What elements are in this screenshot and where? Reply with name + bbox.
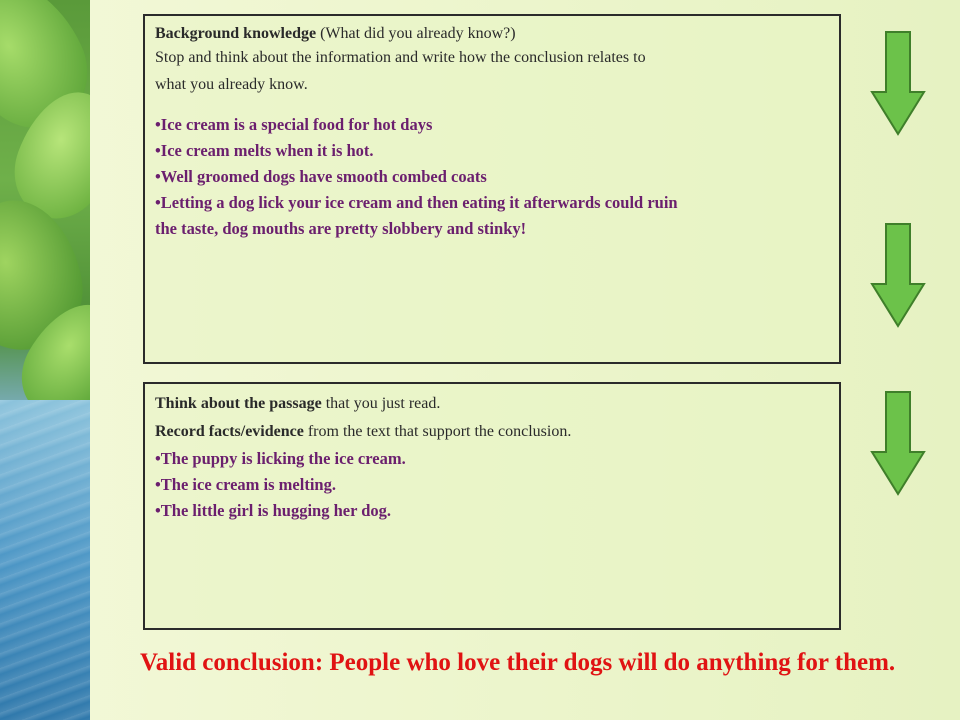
evidence-line-bold: Record facts/evidence — [155, 423, 304, 440]
passage-line-rest: that you just read. — [321, 395, 441, 412]
background-knowledge-box — [143, 14, 841, 364]
heading-rest: (What did you already know?) — [316, 25, 516, 42]
passage-line-bold: Think about the passage — [155, 395, 322, 412]
bullet-item: •Letting a dog lick your ice cream and then eating it afterwards could ruin — [155, 193, 678, 212]
instruction-line-2: what you already know. — [155, 76, 308, 93]
bullet-item: •Well groomed dogs have smooth combed coats — [155, 167, 487, 186]
instruction-line-1: Stop and think about the information and write how the conclusion relates to — [155, 49, 646, 66]
background-knowledge-heading — [155, 22, 829, 46]
down-arrow-icon — [870, 222, 926, 328]
evidence-line — [155, 418, 829, 446]
down-arrow-icon — [870, 30, 926, 136]
bullet-item: •The puppy is licking the ice cream. — [155, 449, 406, 468]
bullet-item-continuation: the taste, dog mouths are pretty slobbery and stinky! — [155, 219, 527, 238]
decorative-side-image — [0, 0, 90, 720]
evidence-bullets — [155, 446, 829, 524]
passage-line — [155, 390, 829, 418]
valid-conclusion: Valid conclusion: People who love their dogs will do anything for them. — [140, 649, 896, 676]
passage-evidence-box — [143, 382, 841, 630]
bullet-item: •The ice cream is melting. — [155, 475, 336, 494]
bullet-item: •Ice cream is a special food for hot days — [155, 115, 433, 134]
evidence-line-rest: from the text that support the conclusion. — [303, 423, 572, 440]
background-bullets — [155, 112, 829, 242]
heading-bold: Background knowledge — [155, 25, 317, 42]
bullet-item: •Ice cream melts when it is hot. — [155, 141, 374, 160]
down-arrow-icon — [870, 390, 926, 496]
bullet-item: •The little girl is hugging her dog. — [155, 501, 392, 520]
water-background — [0, 400, 90, 720]
